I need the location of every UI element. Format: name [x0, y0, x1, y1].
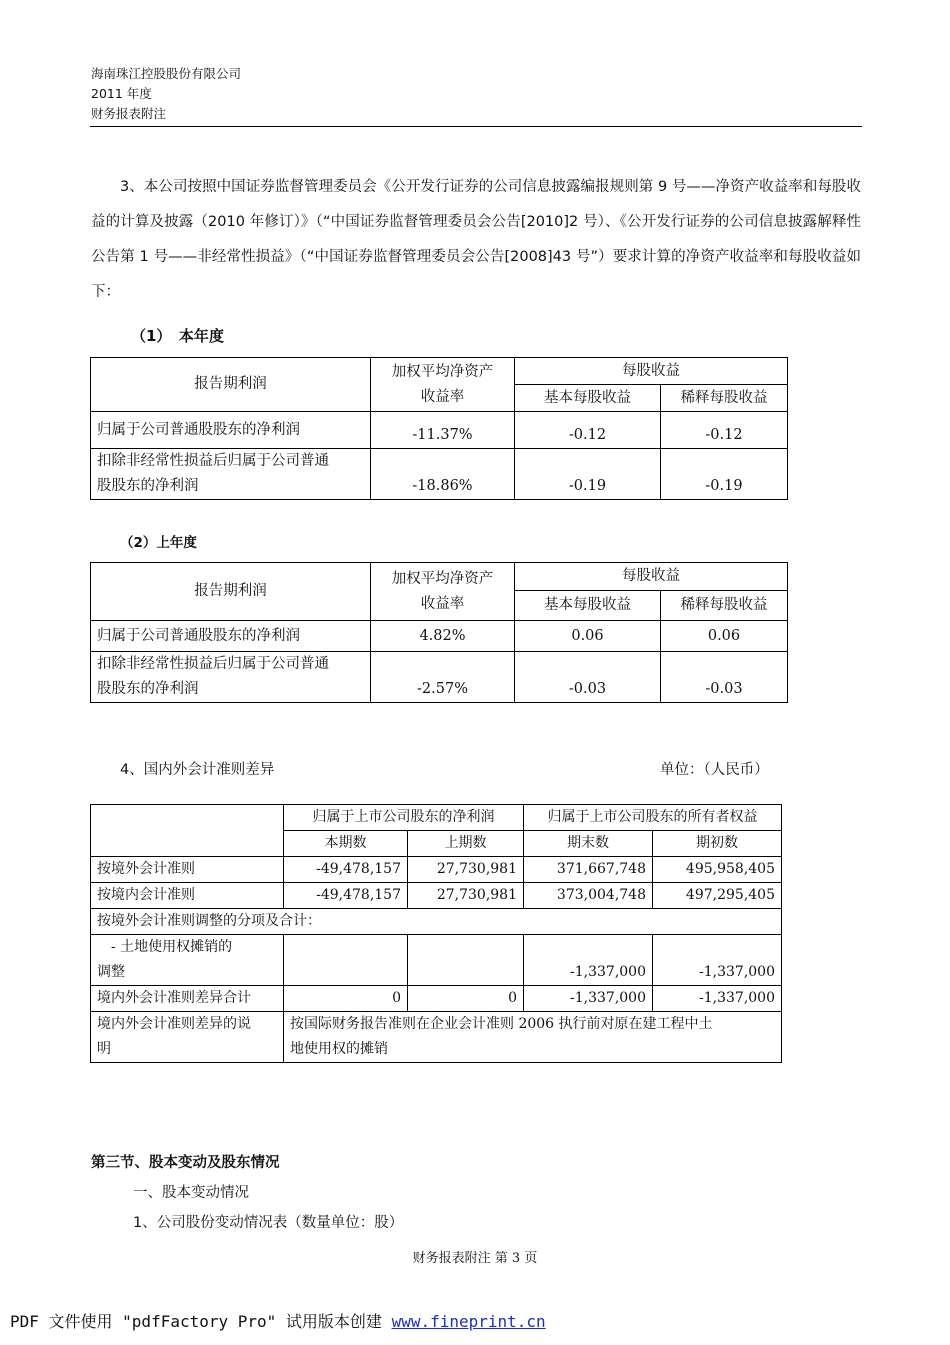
- eps-header-diluted: 稀释每股收益: [661, 591, 788, 621]
- table-row: [91, 986, 782, 1012]
- row-begin: 497,295,405: [653, 883, 782, 909]
- section-prior-year-title: （2）上年度: [120, 535, 197, 551]
- section3-sub1: 一、股本变动情况: [133, 1185, 249, 1201]
- row-roe: -2.57%: [371, 652, 515, 703]
- row-prior: 27,730,981: [408, 857, 524, 883]
- row-diluted: -0.12: [661, 412, 788, 449]
- row-label: [91, 449, 371, 500]
- row-label: [91, 652, 371, 703]
- gaap-header-blank: [91, 805, 284, 857]
- gaap-col-current: 本期数: [284, 831, 408, 857]
- eps-header-diluted: 稀释每股收益: [661, 385, 788, 412]
- gaap-header-equity: 归属于上市公司股东的所有者权益: [524, 805, 782, 831]
- eps-header-eps: 每股收益: [515, 563, 788, 591]
- row-begin: -1,337,000: [653, 935, 782, 986]
- explain-label-line2: 明: [97, 1041, 111, 1057]
- row-basic: -0.19: [515, 449, 661, 500]
- eps-header-roe-line1: 加权平均净资产: [391, 570, 494, 587]
- gaap-col-begin: 期初数: [653, 831, 782, 857]
- total-label: 境内外会计准则差异合计: [91, 986, 284, 1012]
- table-row: [91, 621, 788, 652]
- row-prior: 27,730,981: [408, 883, 524, 909]
- table-row: [91, 935, 782, 986]
- gaap-diff-unit: 单位：（人民币）: [660, 762, 769, 778]
- row-label: 按境外会计准则: [91, 857, 284, 883]
- row-label: 归属于公司普通股股东的净利润: [91, 412, 371, 449]
- eps-header-basic: 基本每股收益: [515, 385, 661, 412]
- pdf-watermark: [10, 1309, 546, 1332]
- row-label-line2: 股股东的净利润: [97, 681, 199, 697]
- header-rule: [90, 126, 862, 127]
- table-row: [91, 412, 788, 449]
- gaap-col-prior: 上期数: [408, 831, 524, 857]
- header-company: 海南珠江控股股份有限公司: [91, 66, 242, 81]
- row-prior: [408, 935, 524, 986]
- row-diluted: -0.03: [661, 652, 788, 703]
- explain-text-line2: 地使用权的摊销: [290, 1041, 388, 1057]
- land-adjust-line2: 调整: [97, 964, 125, 980]
- row-label-line1: 扣除非经常性损益后归属于公司普通: [97, 453, 329, 469]
- gaap-col-end: 期末数: [524, 831, 653, 857]
- land-adjust-label: [91, 935, 284, 986]
- row-end: -1,337,000: [524, 935, 653, 986]
- gaap-header-net-profit: 归属于上市公司股东的净利润: [284, 805, 524, 831]
- page-footer: 财务报表附注 第 3 页: [412, 1251, 538, 1266]
- row-roe: -18.86%: [371, 449, 515, 500]
- table-row: [91, 909, 782, 935]
- explain-text: [284, 1012, 782, 1063]
- adjust-title: 按境外会计准则调整的分项及合计：: [91, 909, 782, 935]
- eps-header-roe-line2: 收益率: [420, 595, 465, 612]
- intro-paragraph: 3、本公司按照中国证券监督管理委员会《公开发行证券的公司信息披露编报规则第 9 号——净资产收益率和每股收益的计算及披露（2010 年修订）》（“中国证券监督管理委员会公告[2010]2 号）、《公开发行证券的公司信息披露解释性公告第 1 号——非经常性损益》（“中国证券监督管理委员会公告[2008]43 号”）要求计算的净资产收益率和每股收益如下：: [91, 179, 861, 300]
- section3-sub2: 1、公司股份变动情况表（数量单位：股）: [133, 1215, 404, 1231]
- gaap-diff-title: 4、国内外会计准则差异: [120, 762, 275, 778]
- total-prior: 0: [408, 986, 524, 1012]
- row-label: 按境内会计准则: [91, 883, 284, 909]
- table-row: [91, 857, 782, 883]
- row-roe: -11.37%: [371, 412, 515, 449]
- row-label: 归属于公司普通股股东的净利润: [91, 621, 371, 652]
- row-current: -49,478,157: [284, 883, 408, 909]
- table-row: [91, 449, 788, 500]
- eps-header-profit: 报告期利润: [91, 563, 371, 621]
- eps-header-basic: 基本每股收益: [515, 591, 661, 621]
- eps-header-roe-line2: 收益率: [420, 388, 465, 405]
- land-adjust-line1: - 土地使用权摊销的: [111, 939, 233, 955]
- header-doc: 财务报表附注: [91, 106, 167, 121]
- row-basic: 0.06: [515, 621, 661, 652]
- eps-header-roe: [371, 358, 515, 412]
- explain-label-line1: 境内外会计准则差异的说: [97, 1016, 251, 1032]
- row-basic: -0.03: [515, 652, 661, 703]
- row-begin: 495,958,405: [653, 857, 782, 883]
- row-current: -49,478,157: [284, 857, 408, 883]
- eps-header-profit: 报告期利润: [91, 358, 371, 412]
- row-diluted: -0.19: [661, 449, 788, 500]
- row-end: 371,667,748: [524, 857, 653, 883]
- eps-header-eps: 每股收益: [515, 358, 788, 385]
- eps-header-roe: [371, 563, 515, 621]
- explain-label: [91, 1012, 284, 1063]
- header-year: 2011 年度: [91, 86, 152, 101]
- row-roe: 4.82%: [371, 621, 515, 652]
- table-row: [91, 883, 782, 909]
- section3-title: 第三节、股本变动及股东情况: [91, 1155, 280, 1171]
- row-label-line1: 扣除非经常性损益后归属于公司普通: [97, 656, 329, 672]
- row-basic: -0.12: [515, 412, 661, 449]
- gaap-diff-table: [90, 804, 782, 1063]
- explain-text-line1: 按国际财务报告准则在企业会计准则 2006 执行前对原在建工程中土: [290, 1016, 713, 1032]
- table-row: [91, 1012, 782, 1063]
- eps-header-roe-line1: 加权平均净资产: [391, 363, 494, 380]
- fineprint-link[interactable]: www.fineprint.cn: [391, 1312, 546, 1331]
- total-begin: -1,337,000: [653, 986, 782, 1012]
- eps-table-current: [90, 357, 788, 500]
- row-label-line2: 股股东的净利润: [97, 478, 199, 494]
- row-end: 373,004,748: [524, 883, 653, 909]
- section-current-year-title: （1） 本年度: [131, 327, 224, 345]
- row-diluted: 0.06: [661, 621, 788, 652]
- total-current: 0: [284, 986, 408, 1012]
- row-current: [284, 935, 408, 986]
- total-end: -1,337,000: [524, 986, 653, 1012]
- table-row: [91, 652, 788, 703]
- eps-table-prior: [90, 562, 788, 703]
- pdf-watermark-text: PDF 文件使用 "pdfFactory Pro" 试用版本创建: [10, 1312, 392, 1331]
